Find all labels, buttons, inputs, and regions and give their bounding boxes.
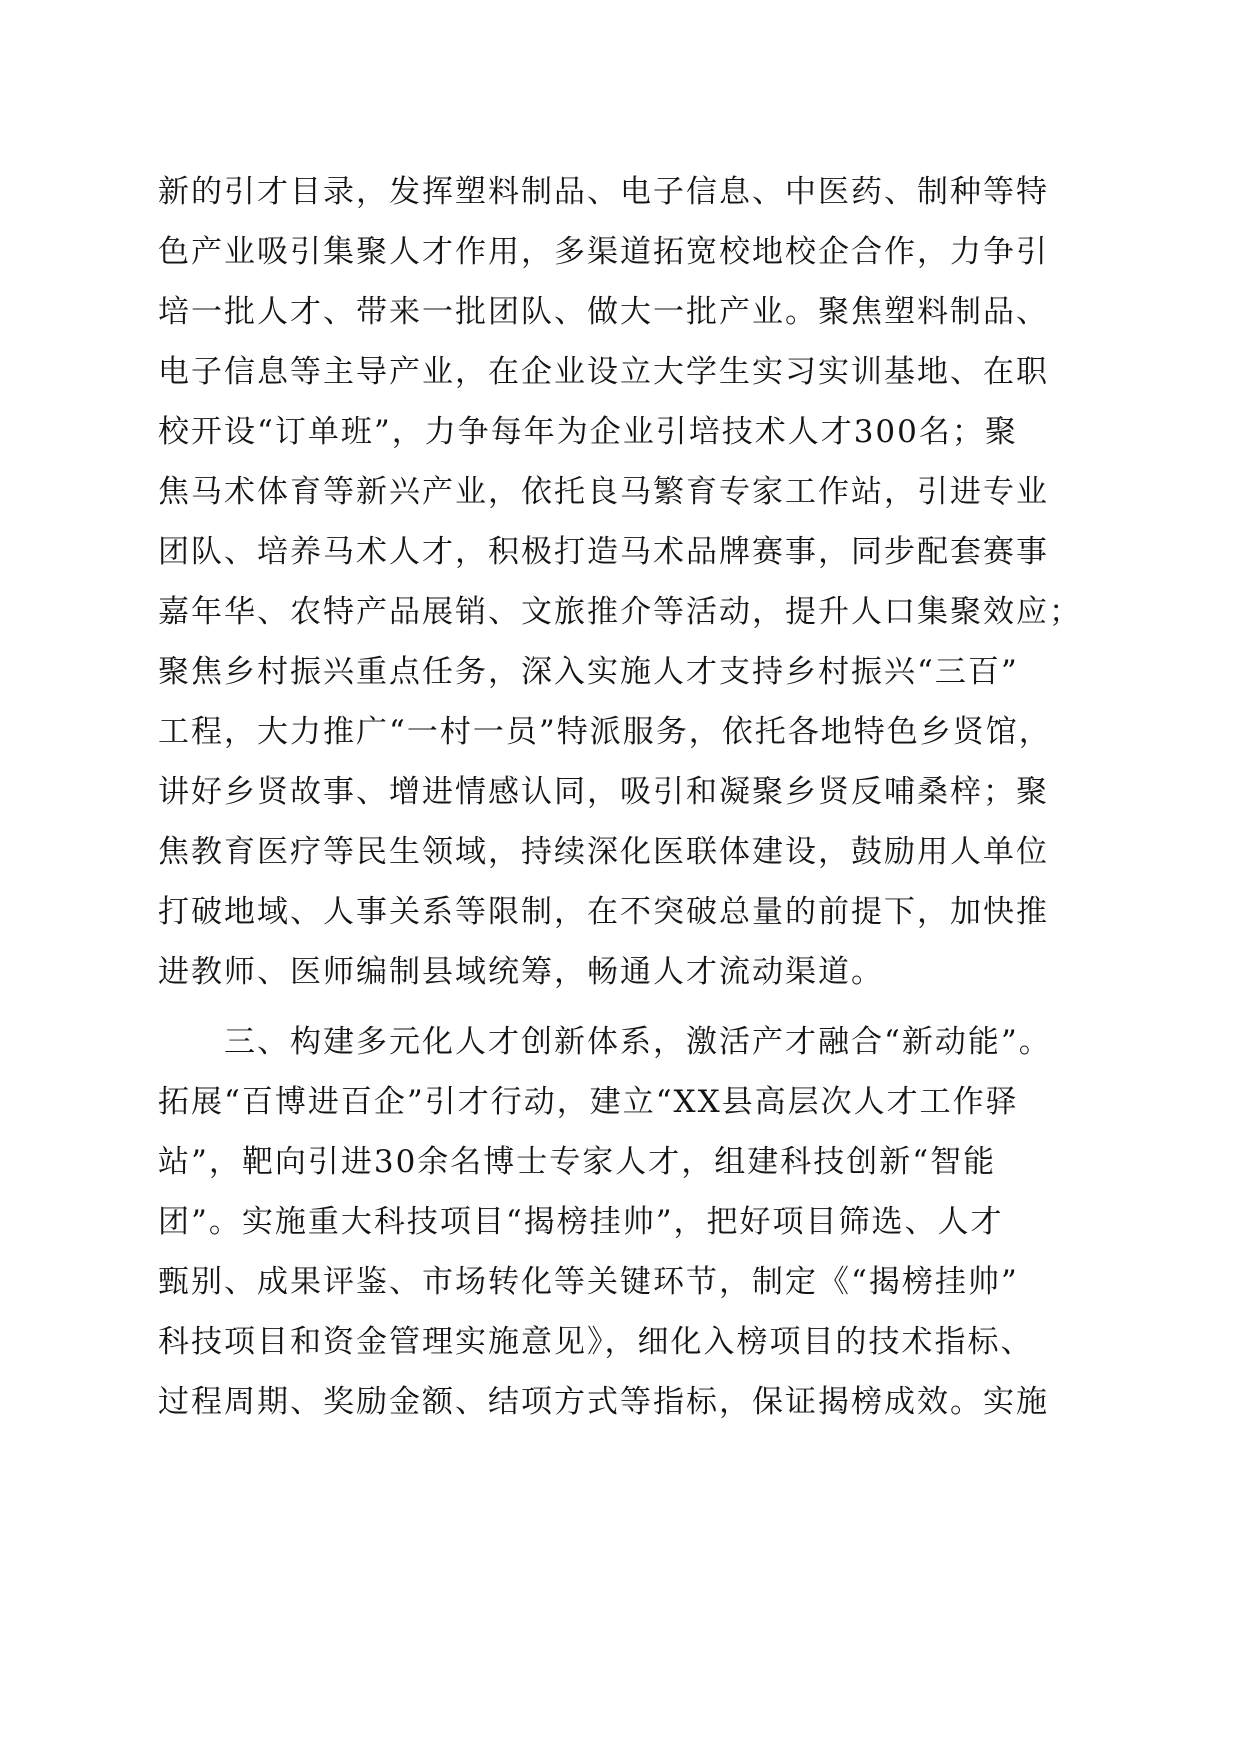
text-line: 工程，大力推广“一村一员”特派服务，依托各地特色乡贤馆， — [158, 714, 1052, 750]
text-line: 科技项目和资金管理实施意见》，细化入榜项目的技术指标、 — [158, 1324, 1034, 1360]
text-line: 团”。实施重大科技项目“揭榜挂帅”，把好项目筛选、人才 — [158, 1204, 1004, 1240]
text-line: 电子信息等主导产业，在企业设立大学生实习实训基地、在职 — [158, 354, 1049, 390]
text-line: 校开设“订单班”，力争每年为企业引培技术人才300名；聚 — [158, 414, 1018, 450]
text-line: 团队、培养马术人才，积极打造马术品牌赛事，同步配套赛事 — [158, 534, 1049, 570]
section-heading-line: 三、构建多元化人才创新体系，激活产才融合“新动能”。 — [158, 1024, 1052, 1060]
text-line: 甄别、成果评鉴、市场转化等关键环节，制定《“揭榜挂帅” — [158, 1264, 1019, 1300]
text-line: 拓展“百博进百企”引才行动，建立“XX县高层次人才工作驿 — [158, 1084, 1019, 1120]
text-line: 聚焦乡村振兴重点任务，深入实施人才支持乡村振兴“三百” — [158, 654, 1019, 690]
text-line: 打破地域、人事关系等限制，在不突破总量的前提下，加快推 — [158, 894, 1049, 930]
text-line: 焦教育医疗等民生领域，持续深化医联体建设，鼓励用人单位 — [158, 834, 1049, 870]
text-line: 过程周期、奖励金额、结项方式等指标，保证揭榜成效。实施 — [158, 1384, 1049, 1420]
text-line: 站”，靶向引进30余名博士专家人才，组建科技创新“智能 — [158, 1144, 997, 1180]
text-line: 嘉年华、农特产品展销、文旅推介等活动，提升人口集聚效应； — [158, 594, 1082, 630]
text-line: 焦马术体育等新兴产业，依托良马繁育专家工作站，引进专业 — [158, 474, 1049, 510]
text-line: 新的引才目录，发挥塑料制品、电子信息、中医药、制种等特 — [158, 174, 1049, 210]
text-line: 色产业吸引集聚人才作用，多渠道拓宽校地校企合作，力争引 — [158, 234, 1049, 270]
text-line: 培一批人才、带来一批团队、做大一批产业。聚焦塑料制品、 — [158, 294, 1049, 330]
text-line: 讲好乡贤故事、增进情感认同，吸引和凝聚乡贤反哺桑梓；聚 — [158, 774, 1049, 810]
text-line: 进教师、医师编制县域统筹，畅通人才流动渠道。 — [158, 954, 884, 990]
